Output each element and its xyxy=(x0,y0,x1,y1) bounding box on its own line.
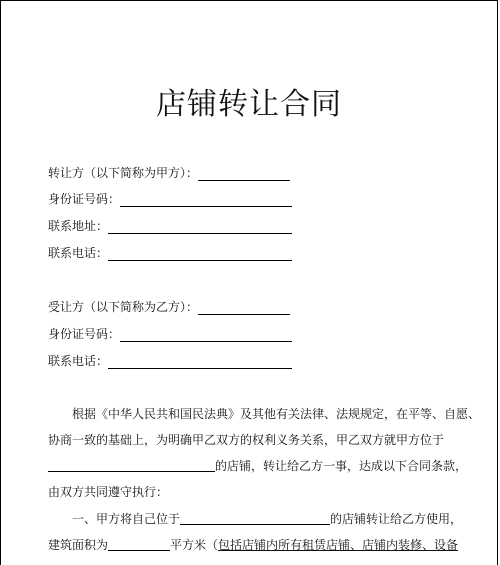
intro-line-3-text: 的店铺，转让给乙方一事，达成以下合同条款， xyxy=(215,459,468,473)
intro-line-2: 协商一致的基础上，为明确甲乙双方的权利义务关系，甲乙双方就甲方位于 xyxy=(48,433,445,447)
clause-1-area-unit: 平方米（ xyxy=(170,538,219,552)
clause-1-line-2 xyxy=(48,536,458,554)
party-a-address-row xyxy=(48,216,292,234)
clause-1-suffix: 的店铺转让给乙方使用， xyxy=(330,512,463,526)
party-b-id-label: 身份证号码： xyxy=(48,327,121,341)
party-a-blank xyxy=(198,168,290,181)
party-a-label: 转让方（以下简称为甲方）： xyxy=(48,166,199,180)
clause-1-area-blank xyxy=(108,537,170,551)
party-b-id-row xyxy=(48,324,292,342)
party-a-id-row xyxy=(48,189,292,207)
intro-line-1: 根据《中华人民共和国民法典》及其他有关法律、法规规定，在平等、自愿、 xyxy=(72,407,481,421)
party-b-blank xyxy=(198,302,290,315)
party-a-phone-label: 联系电话： xyxy=(48,246,109,260)
document-title: 店铺转让合同 xyxy=(156,87,342,122)
intro-location-blank xyxy=(48,458,215,472)
party-a-id-blank xyxy=(120,194,292,207)
clause-1-prefix: 一、甲方将自己位于 xyxy=(72,512,181,526)
clause-1-area-label: 建筑面积为 xyxy=(48,538,109,552)
party-a-address-blank xyxy=(108,221,292,234)
party-a-phone-blank xyxy=(108,248,292,261)
party-b-row xyxy=(48,297,290,315)
party-b-id-blank xyxy=(120,329,292,342)
clause-1-location-blank xyxy=(180,511,330,525)
intro-line-4: 由双方共同遵守执行： xyxy=(48,485,169,499)
party-b-label: 受让方（以下简称为乙方）： xyxy=(48,300,199,314)
party-a-address-label: 联系地址： xyxy=(48,219,109,233)
party-b-phone-label: 联系电话： xyxy=(48,354,109,368)
party-a-id-label: 身份证号码： xyxy=(48,192,121,206)
party-a-row xyxy=(48,163,290,181)
party-b-phone-blank xyxy=(108,356,292,369)
party-b-phone-row xyxy=(48,351,292,369)
party-a-phone-row xyxy=(48,243,292,261)
clause-1-includes: 包括店铺内所有租赁店铺、店铺内装修、设备 xyxy=(218,538,459,552)
clause-1-line-1 xyxy=(72,510,462,528)
intro-line-3 xyxy=(48,457,467,475)
